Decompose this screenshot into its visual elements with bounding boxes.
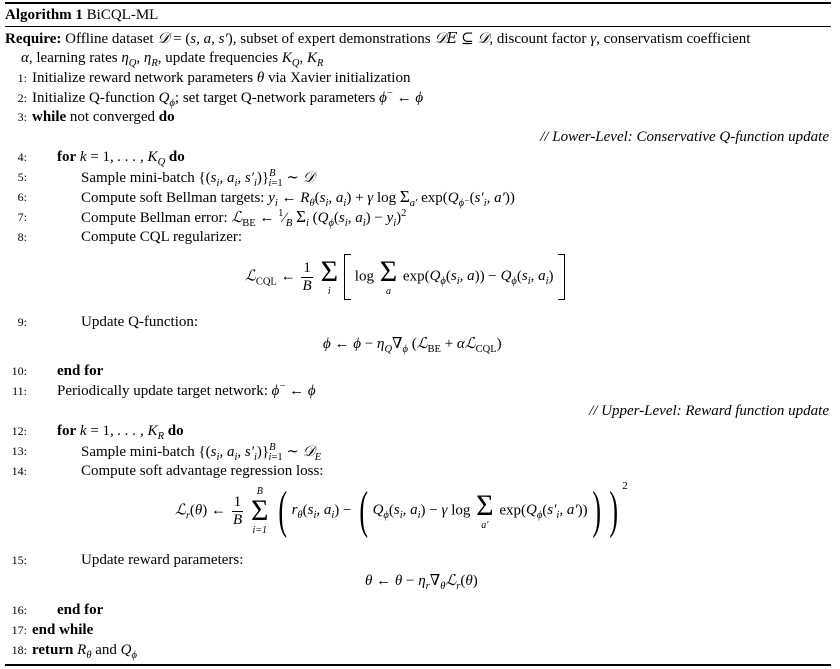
- sum-operator: B Σ i=1: [251, 486, 269, 536]
- line-number: 6:: [17, 190, 27, 204]
- keyword: end for: [57, 602, 104, 618]
- line-number: 8:: [17, 230, 27, 244]
- left-paren: (: [278, 482, 288, 539]
- line-number: 14:: [11, 464, 27, 478]
- left-paren: (: [359, 482, 369, 539]
- line-text: for k = 1, . . . , $K_R$ do: [57, 423, 184, 442]
- fraction: $\frac{1}{B}$: [232, 493, 243, 528]
- sum-operator: Σ a′: [476, 488, 494, 531]
- line-number: 1:: [17, 71, 27, 85]
- caption-rule: [5, 26, 831, 27]
- line-text: Sample mini-batch {($s_i$, $a_i$, $s'_i)\}^B_{i=1}$ ∼ 𝒟$_E$: [81, 442, 322, 463]
- line-text: Update Q-function:: [81, 314, 199, 330]
- line-number: 9:: [17, 315, 27, 329]
- line-text: [32, 107, 175, 127]
- algorithm-name: BiCQL-ML: [86, 7, 159, 23]
- sum-operator: Σ i: [320, 254, 339, 297]
- algo-line-12: [5, 421, 831, 441]
- line-number: 7:: [17, 210, 27, 224]
- line-number: 11:: [12, 384, 27, 398]
- line-number: 10:: [11, 364, 27, 378]
- line-text: Compute soft Bellman targets: $y_i$ ← $R_\theta(s_i$, $a_i) + \gamma$ $\log \Sigma_{a'}$ $\exp(Q_{\phi^-}(s'_i$, a′)): [81, 187, 515, 209]
- line-text: Compute CQL regularizer:: [81, 229, 243, 245]
- line-number: 5:: [17, 170, 27, 184]
- line-number: 3:: [17, 110, 27, 124]
- right-paren: ): [591, 482, 601, 539]
- line-text: Compute soft advantage regression loss:: [81, 463, 324, 479]
- algo-line-17: [5, 620, 831, 640]
- algo-line-13: [5, 441, 831, 461]
- left-bracket: [344, 254, 351, 300]
- comment-upper: // Upper-Level: Reward function update: [589, 403, 829, 419]
- line-number: 2:: [17, 91, 27, 105]
- algo-line-3: [5, 107, 831, 127]
- line-number: 15:: [11, 553, 27, 567]
- line-text: Periodically update target network: ϕ− ← ϕ: [57, 381, 316, 399]
- algo-line-16: [5, 600, 831, 620]
- sum-operator: Σ a: [379, 254, 398, 297]
- require-text-2: α, learning rates $\eta_Q$, $\eta_R$, update frequencies $K_Q$, $K_R$: [21, 50, 324, 69]
- algo-line-4: [5, 147, 831, 167]
- line-text: Sample mini-batch {($s_i$, $a_i$, $s'_i)\}^B_{i=1}$ ∼ 𝒟: [81, 168, 315, 189]
- right-bracket: [558, 254, 565, 300]
- line-number: 12:: [11, 424, 27, 438]
- keyword: while: [32, 109, 67, 125]
- algo-line-11: [5, 381, 831, 401]
- require-keyword: Require:: [5, 31, 62, 47]
- keyword: do: [158, 109, 175, 125]
- algo-line-18: [5, 640, 831, 660]
- algo-line-10: [5, 361, 831, 381]
- keyword: end for: [57, 363, 104, 379]
- algo-line-6: [5, 187, 831, 207]
- algorithm-caption: [5, 5, 831, 25]
- right-paren: ): [609, 482, 618, 539]
- line-text: return $R_\theta$ and $Q_\phi$: [32, 642, 137, 661]
- line-content: not converged: [66, 109, 159, 125]
- algo-line-7: [5, 207, 831, 227]
- algorithm-label: Algorithm 1: [5, 7, 83, 23]
- fraction: $\frac{1}{B}$: [302, 259, 312, 294]
- comment-lower: // Lower-Level: Conservative Q-function update: [540, 129, 829, 145]
- equation-cql: ℒ$_{CQL}$ ← $\frac{1}{B}$ Σ i log Σ a $\exp(Q_\phi(s_i$, $a)) - Q_\phi(s_i$, $a_i$): [245, 254, 565, 300]
- line-number: 18:: [11, 643, 27, 657]
- require-line: [5, 28, 831, 48]
- line-number: 13:: [11, 444, 27, 458]
- algo-line-14: [5, 461, 831, 481]
- algo-line-2: [5, 88, 831, 108]
- line-number: 17:: [11, 623, 27, 637]
- comment-upper-line: [5, 401, 831, 421]
- equation-reward-loss: ℒ$_r$(θ) ← $\frac{1}{B}$ B Σ i=1 ( $r_\theta(s_i$, $a_i$) − ( $Q_\phi(s_i$, $a_i) - \gamma$ log Σ a′ $\exp(Q_\phi(s'_i$, a′))) ) $^2$: [175, 480, 628, 539]
- algo-line-1: [5, 68, 831, 88]
- bottom-rule: [5, 664, 831, 666]
- algo-line-8: [5, 227, 831, 247]
- square-exponent: 2: [622, 480, 628, 492]
- algo-line-15: [5, 550, 831, 570]
- require-line-2: [5, 48, 831, 68]
- algo-line-5: [5, 167, 831, 187]
- line-text: Update reward parameters:: [81, 552, 244, 568]
- top-rule: [5, 2, 831, 4]
- line-number: 4:: [17, 150, 27, 164]
- algo-line-9: [5, 312, 831, 332]
- line-number: 16:: [11, 603, 27, 617]
- line-text: Initialize Q-function $Q_\phi$; set target Q-network parameters ϕ− ← ϕ: [32, 88, 424, 109]
- keyword: end while: [32, 622, 94, 638]
- algorithm-block: [5, 2, 831, 666]
- line-text: for k = 1, . . . , $K_Q$ do: [57, 149, 185, 168]
- line-text: Compute Bellman error: ℒ$_{BE}$ ← $^1⁄_B$ $\Sigma_i$ ($Q_\phi(s_i$, $a_i) - y_i)^2$: [81, 207, 407, 229]
- equation-reward-update: θ ← $\theta - \eta_r\nabla_\theta ℒ_r(\theta)$: [365, 571, 478, 592]
- comment-lower-line: [5, 127, 831, 147]
- require-text-1: Offline dataset 𝒟 = (s, a, s′), subset of expert demonstrations 𝒟E ⊆ 𝒟, discount factor γ, conservatism coefficient: [65, 29, 751, 47]
- line-text: Initialize reward network parameters θ via Xavier initialization: [32, 70, 411, 86]
- equation-q-update: ϕ ← $\phi - \eta_Q\nabla_\phi$ (ℒ$_{BE}$ + αℒ$_{CQL}$): [323, 334, 502, 355]
